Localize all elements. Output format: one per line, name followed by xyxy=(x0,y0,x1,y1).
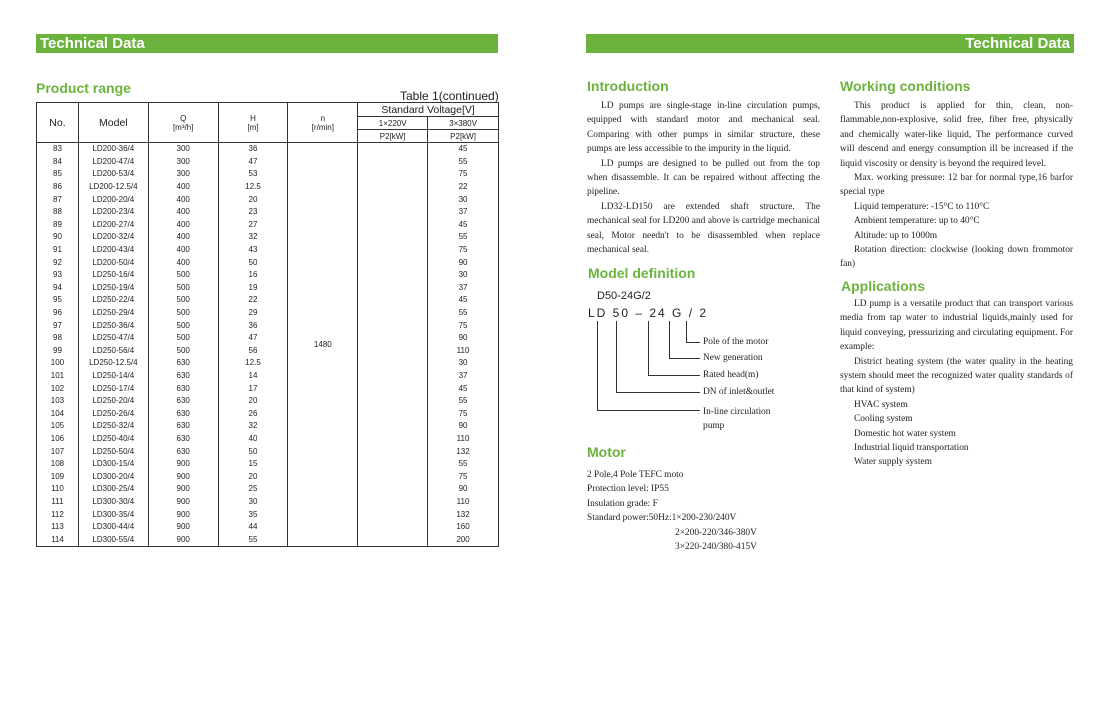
label-pump: pump xyxy=(703,421,725,431)
table-row xyxy=(37,269,499,282)
cell-p2-1ph xyxy=(358,168,428,181)
cell-p2-1ph xyxy=(358,269,428,282)
cell-p2-3ph: 55 xyxy=(428,156,499,169)
cell-model: LD250-26/4 xyxy=(78,407,148,420)
cell-h: 55 xyxy=(218,533,288,546)
cell-q: 900 xyxy=(148,533,218,546)
cell-q: 400 xyxy=(148,244,218,257)
table-row xyxy=(37,282,499,295)
cell-p2-1ph xyxy=(358,357,428,370)
cell-model: LD300-55/4 xyxy=(78,533,148,546)
cell-h: 29 xyxy=(218,307,288,320)
cell-q: 400 xyxy=(148,181,218,194)
col-q-label: Q xyxy=(180,113,187,123)
cell-model: LD300-35/4 xyxy=(78,508,148,521)
cell-q: 400 xyxy=(148,231,218,244)
col-v3: 3×380V xyxy=(428,117,499,130)
motor-heading: Motor xyxy=(587,444,626,460)
col-h-label: H xyxy=(250,113,256,123)
cell-no: 96 xyxy=(37,307,79,320)
cell-q: 400 xyxy=(148,256,218,269)
cell-q: 400 xyxy=(148,206,218,219)
cell-no: 111 xyxy=(37,496,79,509)
col-q-unit: [m³/h] xyxy=(172,122,194,132)
cell-p2-3ph: 90 xyxy=(428,420,499,433)
cell-p2-3ph: 90 xyxy=(428,483,499,496)
table-row xyxy=(37,496,499,509)
cell-no: 109 xyxy=(37,470,79,483)
table-row xyxy=(37,219,499,232)
cell-q: 900 xyxy=(148,496,218,509)
cell-q: 630 xyxy=(148,395,218,408)
col-n xyxy=(288,103,358,143)
cell-model: LD200-23/4 xyxy=(78,206,148,219)
cell-model: LD250-29/4 xyxy=(78,307,148,320)
table-row xyxy=(37,521,499,534)
table-row xyxy=(37,370,499,383)
wc-item: Liquid temperature: -15°C to 110°C xyxy=(854,201,990,212)
cell-p2-1ph xyxy=(358,470,428,483)
cell-no: 87 xyxy=(37,193,79,206)
cell-p2-1ph xyxy=(358,533,428,546)
wc-item: Rotation direction: clockwise (looking down frommotor fan) xyxy=(840,245,1073,270)
col-std-voltage: Standard Voltage[V] xyxy=(358,103,499,117)
cell-h: 12.5 xyxy=(218,181,288,194)
cell-q: 900 xyxy=(148,470,218,483)
cell-h: 47 xyxy=(218,332,288,345)
cell-no: 104 xyxy=(37,407,79,420)
table-row xyxy=(37,357,499,370)
cell-h: 19 xyxy=(218,282,288,295)
table-row xyxy=(37,470,499,483)
app-item: Domestic hot water system xyxy=(854,428,956,439)
cell-h: 32 xyxy=(218,420,288,433)
cell-no: 107 xyxy=(37,445,79,458)
working-conditions-heading: Working conditions xyxy=(840,78,971,94)
cell-p2-1ph xyxy=(358,407,428,420)
cell-model: LD250-40/4 xyxy=(78,433,148,446)
table-row xyxy=(37,458,499,471)
cell-h: 50 xyxy=(218,445,288,458)
cell-model: LD250-12.5/4 xyxy=(78,357,148,370)
cell-p2-1ph xyxy=(358,282,428,295)
cell-no: 100 xyxy=(37,357,79,370)
cell-p2-1ph xyxy=(358,181,428,194)
cell-p2-3ph: 110 xyxy=(428,433,499,446)
model-definition-heading: Model definition xyxy=(588,265,696,281)
cell-q: 630 xyxy=(148,357,218,370)
intro-paragraph: LD32-LD150 are extended shaft structure. The mechanical seal for LD200 and above is cartridge mechanical seal, Motor needn't to be disassembled when replace mechanical seal. xyxy=(587,201,820,256)
intro-paragraph: LD pumps are designed to be pulled out from the top when disassemble. It can be repaired without affecting the pipeline. xyxy=(587,158,820,198)
col-p3: P2[kW] xyxy=(428,130,499,143)
wc-item: Ambient temperature: up to 40°C xyxy=(854,216,980,227)
cell-q: 400 xyxy=(148,193,218,206)
motor-line: 2 Pole,4 Pole TEFC moto xyxy=(587,470,684,480)
model-example: D50-24G/2 xyxy=(597,290,651,302)
cell-no: 93 xyxy=(37,269,79,282)
cell-no: 92 xyxy=(37,256,79,269)
table-row xyxy=(37,256,499,269)
app-item: HVAC system xyxy=(854,399,908,410)
cell-p2-3ph: 37 xyxy=(428,206,499,219)
cell-p2-3ph: 110 xyxy=(428,345,499,358)
cell-p2-3ph: 90 xyxy=(428,332,499,345)
cell-p2-1ph xyxy=(358,219,428,232)
cell-h: 30 xyxy=(218,496,288,509)
table-row xyxy=(37,244,499,257)
cell-model: LD250-17/4 xyxy=(78,382,148,395)
cell-p2-3ph: 30 xyxy=(428,193,499,206)
cell-p2-3ph: 75 xyxy=(428,470,499,483)
cell-h: 17 xyxy=(218,382,288,395)
cell-no: 110 xyxy=(37,483,79,496)
cell-h: 16 xyxy=(218,269,288,282)
motor-line: Insulation grade: F xyxy=(587,498,658,509)
col-q xyxy=(148,103,218,143)
cell-q: 900 xyxy=(148,508,218,521)
table-row xyxy=(37,533,499,546)
cell-q: 400 xyxy=(148,219,218,232)
cell-q: 900 xyxy=(148,521,218,534)
col-v1: 1×220V xyxy=(358,117,428,130)
table-row xyxy=(37,445,499,458)
cell-h: 20 xyxy=(218,395,288,408)
cell-q: 300 xyxy=(148,156,218,169)
table-row xyxy=(37,294,499,307)
cell-q: 500 xyxy=(148,319,218,332)
cell-p2-3ph: 37 xyxy=(428,370,499,383)
cell-p2-1ph xyxy=(358,231,428,244)
cell-q: 900 xyxy=(148,458,218,471)
cell-p2-3ph: 45 xyxy=(428,382,499,395)
cell-h: 40 xyxy=(218,433,288,446)
cell-q: 630 xyxy=(148,445,218,458)
cell-h: 36 xyxy=(218,319,288,332)
product-range-table xyxy=(36,102,499,547)
cell-h: 15 xyxy=(218,458,288,471)
cell-p2-1ph xyxy=(358,244,428,257)
cell-p2-3ph: 200 xyxy=(428,533,499,546)
cell-no: 89 xyxy=(37,219,79,232)
table-row xyxy=(37,332,499,345)
cell-h: 27 xyxy=(218,219,288,232)
cell-model: LD250-56/4 xyxy=(78,345,148,358)
cell-p2-1ph xyxy=(358,206,428,219)
app-item: Water supply system xyxy=(854,457,932,468)
cell-no: 91 xyxy=(37,244,79,257)
cell-no: 98 xyxy=(37,332,79,345)
cell-model: LD250-36/4 xyxy=(78,319,148,332)
cell-p2-3ph: 45 xyxy=(428,294,499,307)
cell-p2-3ph: 37 xyxy=(428,282,499,295)
cell-no: 106 xyxy=(37,433,79,446)
cell-p2-3ph: 160 xyxy=(428,521,499,534)
cell-q: 630 xyxy=(148,420,218,433)
cell-model: LD200-50/4 xyxy=(78,256,148,269)
col-h-unit: [m] xyxy=(247,122,259,132)
cell-p2-3ph: 90 xyxy=(428,256,499,269)
cell-h: 56 xyxy=(218,345,288,358)
cell-q: 900 xyxy=(148,483,218,496)
label-generation: New generation xyxy=(703,353,763,363)
cell-p2-1ph xyxy=(358,521,428,534)
wc-paragraph: Max. working pressure: 12 bar for normal type,16 barfor special type xyxy=(840,173,1073,198)
cell-model: LD250-14/4 xyxy=(78,370,148,383)
cell-q: 630 xyxy=(148,382,218,395)
cell-model: LD200-20/4 xyxy=(78,193,148,206)
cell-p2-3ph: 132 xyxy=(428,445,499,458)
cell-model: LD200-12.5/4 xyxy=(78,181,148,194)
cell-p2-1ph xyxy=(358,508,428,521)
cell-p2-1ph xyxy=(358,156,428,169)
cell-model: LD200-47/4 xyxy=(78,156,148,169)
cell-p2-3ph: 45 xyxy=(428,143,499,156)
cell-no: 114 xyxy=(37,533,79,546)
cell-p2-3ph: 55 xyxy=(428,307,499,320)
table-row xyxy=(37,168,499,181)
cell-p2-1ph xyxy=(358,382,428,395)
col-no: No. xyxy=(37,103,79,143)
cell-model: LD200-27/4 xyxy=(78,219,148,232)
cell-p2-1ph xyxy=(358,483,428,496)
cell-p2-3ph: 75 xyxy=(428,168,499,181)
table-row xyxy=(37,382,499,395)
table-row xyxy=(37,420,499,433)
cell-p2-3ph: 45 xyxy=(428,219,499,232)
table-row xyxy=(37,407,499,420)
cell-no: 84 xyxy=(37,156,79,169)
col-n-unit: [r/min] xyxy=(311,122,334,132)
cell-p2-3ph: 75 xyxy=(428,319,499,332)
table-row xyxy=(37,433,499,446)
cell-p2-1ph xyxy=(358,395,428,408)
motor-line: 3×220-240/380-415V xyxy=(675,542,757,553)
cell-h: 22 xyxy=(218,294,288,307)
table-row xyxy=(37,231,499,244)
cell-p2-3ph: 55 xyxy=(428,395,499,408)
cell-speed: 1480 xyxy=(288,143,358,547)
cell-p2-1ph xyxy=(358,307,428,320)
cell-p2-3ph: 55 xyxy=(428,458,499,471)
table-row xyxy=(37,345,499,358)
cell-model: LD250-22/4 xyxy=(78,294,148,307)
cell-model: LD200-36/4 xyxy=(78,143,148,156)
cell-p2-3ph: 55 xyxy=(428,231,499,244)
cell-no: 97 xyxy=(37,319,79,332)
cell-model: LD200-43/4 xyxy=(78,244,148,257)
table-row xyxy=(37,193,499,206)
cell-model: LD300-44/4 xyxy=(78,521,148,534)
table-row xyxy=(37,181,499,194)
cell-h: 47 xyxy=(218,156,288,169)
cell-p2-3ph: 30 xyxy=(428,357,499,370)
cell-p2-3ph: 75 xyxy=(428,407,499,420)
cell-no: 94 xyxy=(37,282,79,295)
intro-paragraph: LD pumps are single-stage in-line circulation pumps, equipped with standard motor and mechanical seal. Comparing with other pumps in similar structure, these pumps are less accessible to the impurity in the liquid. xyxy=(587,101,820,155)
table-row xyxy=(37,508,499,521)
wc-paragraph: This product is applied for thin, clean, non-flammable,non-explosive, solid free, fiber free, physically and chemically water-like liquid, The performance curved will descend and energy consumption ill be increased if the liquid viscosity or density is beyond the required level. xyxy=(840,101,1073,169)
cell-h: 20 xyxy=(218,470,288,483)
cell-h: 36 xyxy=(218,143,288,156)
cell-h: 23 xyxy=(218,206,288,219)
applications-text xyxy=(840,297,1073,470)
cell-h: 25 xyxy=(218,483,288,496)
cell-model: LD300-15/4 xyxy=(78,458,148,471)
cell-p2-1ph xyxy=(358,370,428,383)
app-paragraph: District heating system (the water quality in the heating system should meet the recognized water quality standards of that kind of system) xyxy=(840,356,1073,396)
app-paragraph: LD pump is a versatile product that can transport various media from tap water to industrial liquids,mainly used for liquid conveying, pressurizing and circulating equipment. For example: xyxy=(840,299,1073,353)
app-item: Cooling system xyxy=(854,414,913,425)
cell-h: 43 xyxy=(218,244,288,257)
table-row xyxy=(37,156,499,169)
cell-q: 500 xyxy=(148,282,218,295)
cell-no: 108 xyxy=(37,458,79,471)
cell-no: 102 xyxy=(37,382,79,395)
cell-h: 53 xyxy=(218,168,288,181)
cell-q: 630 xyxy=(148,433,218,446)
cell-h: 20 xyxy=(218,193,288,206)
cell-model: LD200-53/4 xyxy=(78,168,148,181)
header-bar-left: Technical Data xyxy=(36,34,498,53)
table-row xyxy=(37,483,499,496)
cell-p2-1ph xyxy=(358,433,428,446)
cell-q: 500 xyxy=(148,294,218,307)
cell-p2-3ph: 110 xyxy=(428,496,499,509)
cell-h: 50 xyxy=(218,256,288,269)
introduction-heading: Introduction xyxy=(587,78,669,94)
col-n-label: n xyxy=(320,113,326,123)
cell-h: 35 xyxy=(218,508,288,521)
cell-model: LD250-19/4 xyxy=(78,282,148,295)
label-head: Rated head(m) xyxy=(703,370,759,380)
table-row xyxy=(37,395,499,408)
cell-model: LD250-20/4 xyxy=(78,395,148,408)
cell-q: 630 xyxy=(148,370,218,383)
table-caption: Table 1(continued) xyxy=(400,89,499,103)
cell-q: 500 xyxy=(148,332,218,345)
label-pole: Pole of the motor xyxy=(703,337,769,347)
cell-model: LD200-32/4 xyxy=(78,231,148,244)
cell-p2-1ph xyxy=(358,193,428,206)
cell-p2-3ph: 132 xyxy=(428,508,499,521)
table-row xyxy=(37,307,499,320)
introduction-text xyxy=(587,99,820,257)
label-inline: In-line circulation xyxy=(703,407,771,417)
cell-no: 105 xyxy=(37,420,79,433)
cell-no: 113 xyxy=(37,521,79,534)
cell-model: LD300-30/4 xyxy=(78,496,148,509)
cell-model: LD250-16/4 xyxy=(78,269,148,282)
app-item: Industrial liquid transportation xyxy=(854,443,969,454)
col-p1: P2[kW] xyxy=(358,130,428,143)
cell-p2-1ph xyxy=(358,294,428,307)
cell-model: LD250-50/4 xyxy=(78,445,148,458)
wc-item: Altitude: up to 1000m xyxy=(854,230,938,241)
cell-q: 300 xyxy=(148,143,218,156)
working-conditions-text xyxy=(840,99,1073,272)
cell-no: 103 xyxy=(37,395,79,408)
cell-p2-1ph xyxy=(358,496,428,509)
cell-no: 99 xyxy=(37,345,79,358)
applications-heading: Applications xyxy=(841,278,926,294)
cell-h: 12.5 xyxy=(218,357,288,370)
cell-p2-3ph: 22 xyxy=(428,181,499,194)
cell-no: 88 xyxy=(37,206,79,219)
motor-line: Protection level: IP55 xyxy=(587,484,669,495)
col-model: Model xyxy=(78,103,148,143)
cell-model: LD250-32/4 xyxy=(78,420,148,433)
model-code: LD 50 – 24 G / 2 xyxy=(588,306,709,320)
cell-p2-3ph: 30 xyxy=(428,269,499,282)
cell-q: 500 xyxy=(148,345,218,358)
cell-q: 630 xyxy=(148,407,218,420)
cell-h: 26 xyxy=(218,407,288,420)
table-row xyxy=(37,319,499,332)
cell-no: 112 xyxy=(37,508,79,521)
table-row xyxy=(37,206,499,219)
col-h xyxy=(218,103,288,143)
cell-p2-1ph xyxy=(358,420,428,433)
cell-no: 95 xyxy=(37,294,79,307)
motor-line: 2×200-220/346-380V xyxy=(675,527,757,538)
cell-q: 300 xyxy=(148,168,218,181)
cell-p2-1ph xyxy=(358,256,428,269)
cell-h: 44 xyxy=(218,521,288,534)
cell-no: 83 xyxy=(37,143,79,156)
cell-p2-1ph xyxy=(358,345,428,358)
cell-h: 14 xyxy=(218,370,288,383)
cell-no: 85 xyxy=(37,168,79,181)
cell-no: 101 xyxy=(37,370,79,383)
product-range-heading: Product range xyxy=(36,80,131,96)
cell-h: 32 xyxy=(218,231,288,244)
table-row xyxy=(37,143,499,156)
motor-text xyxy=(587,468,827,554)
cell-q: 500 xyxy=(148,269,218,282)
cell-p2-1ph xyxy=(358,458,428,471)
cell-no: 86 xyxy=(37,181,79,194)
cell-model: LD300-20/4 xyxy=(78,470,148,483)
cell-p2-3ph: 75 xyxy=(428,244,499,257)
label-dn: DN of inlet&outlet xyxy=(703,387,775,397)
cell-p2-1ph xyxy=(358,143,428,156)
cell-model: LD250-47/4 xyxy=(78,332,148,345)
cell-q: 500 xyxy=(148,307,218,320)
cell-no: 90 xyxy=(37,231,79,244)
header-bar-right: Technical Data xyxy=(586,34,1074,53)
motor-line: Standard power:50Hz:1×200-230/240V xyxy=(587,513,737,524)
cell-p2-1ph xyxy=(358,319,428,332)
cell-model: LD300-25/4 xyxy=(78,483,148,496)
cell-p2-1ph xyxy=(358,445,428,458)
cell-p2-1ph xyxy=(358,332,428,345)
